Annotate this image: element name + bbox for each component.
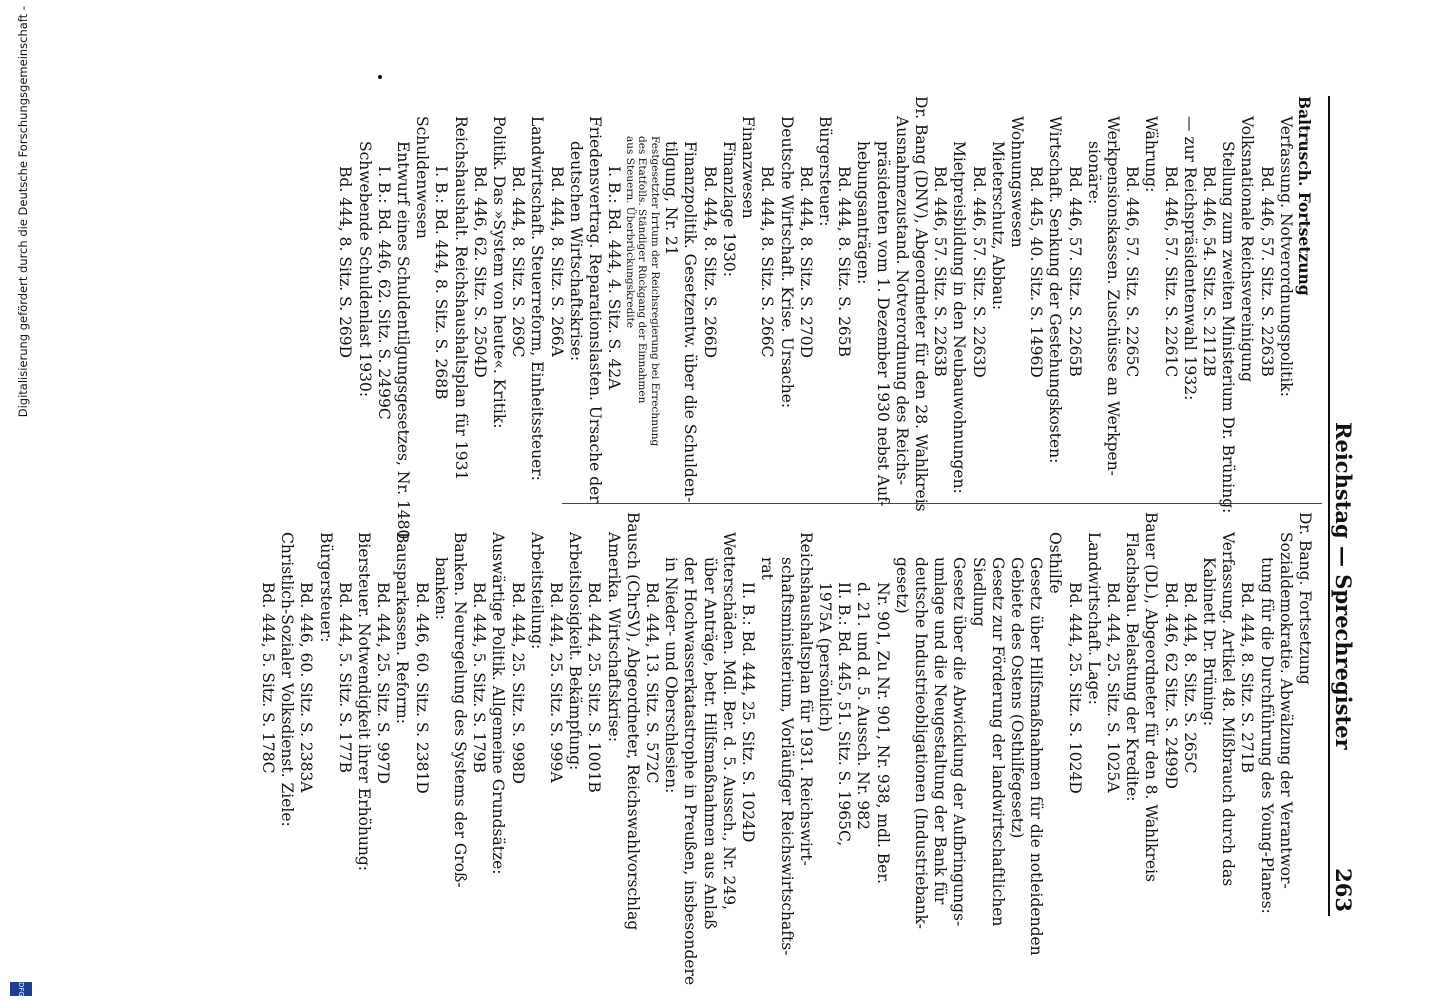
index-line: sionäre: — [1084, 141, 1103, 205]
index-line: Bd. 444, 25. Sitz. S. 1025A — [1103, 582, 1122, 793]
index-line: Deutsche Wirtschaft. Krise. Ursache: — [777, 116, 796, 409]
index-line: Bd. 446, 57. Sitz. S. 2263D — [969, 166, 988, 378]
index-line: Kabinett Dr. Brüning: — [1199, 557, 1218, 727]
index-line: Bausch (ChrSV), Abgeordneter, Reichswahlvorschlag — [623, 512, 642, 931]
index-line: Bürgersteuer: — [815, 116, 834, 227]
index-line: Biersteuer. Notwendigkeit ihrer Erhöhung: — [355, 532, 374, 872]
index-line: Wohnungswesen — [1007, 116, 1026, 248]
index-line: Werkpensionskassen. Zuschüsse an Werkpen- — [1103, 116, 1122, 476]
index-line: Bd. 446, 57. Sitz. S. 2261C — [1161, 166, 1180, 378]
index-line: I. B.: Bd. 446, 62. Sitz. S. 2499C — [374, 166, 393, 420]
index-line: Friedensvertrag. Reparationslasten. Ursache der — [586, 116, 605, 503]
index-line: Bd. 446, 62 Sitz. S. 2499D — [1161, 582, 1180, 789]
index-line: Finanzlage 1930: — [719, 141, 738, 277]
index-line: d. 21. und d. 5. Aussch. Nr. 982 — [854, 582, 873, 830]
index-line: Arbeitslosigkeit. Bekämpfung: — [566, 532, 585, 771]
index-line: Nr. 901, Zu Nr. 901, Nr. 938, mdl. Ber. — [873, 582, 892, 884]
index-line: Bd. 446, 60. Sitz. S. 2381D — [412, 582, 431, 794]
index-line: Finanzpolitik. Gesetzentw. über die Schulden- — [681, 141, 700, 503]
index-line: Bd. 446, 54. Sitz. S. 2112B — [1199, 166, 1218, 377]
index-line: Verfassung. Artikel 48. Mißbrauch durch das — [1219, 532, 1238, 887]
index-line: Bd. 444, 8. Sitz. S. 271B — [1238, 582, 1257, 774]
index-line: des Etatfolls. Ständiger Rückgang der Einnahmen — [636, 136, 649, 404]
index-line: Baltrusch. Fortsetzung — [1295, 96, 1314, 296]
index-line: Bd. 446, 57. Sitz. S. 2265B — [1065, 166, 1084, 377]
index-line: Gesetz über Hilfsmaßnahmen für die notleidenden — [1027, 557, 1046, 956]
index-line: Christlich-Sozialer Volksdienst. Ziele: — [278, 532, 297, 827]
index-line: Schuldenwesen — [413, 116, 432, 239]
column-divider — [562, 503, 1322, 504]
index-line: deutsche Industrieobligationen (Industriebank- — [911, 557, 930, 929]
index-line: Landwirtschaft. Steuerreform, Einheitssteuer: — [528, 116, 547, 481]
index-line: Bürgersteuer: — [316, 532, 335, 643]
index-line: Entwurf eines Schuldentilgungsgesetzes, Nr. 1480 — [394, 141, 413, 540]
index-line: Osthilfe — [1046, 532, 1065, 594]
index-line: 1975A (persönlich) — [815, 582, 834, 733]
index-line: Bd. 444, 8. Sitz. S. 269D — [336, 166, 355, 359]
index-line: Reichshaushalt. Reichshaushaltsplan für 1931 — [451, 116, 470, 481]
index-line: Bd. 444, 25. Sitz. S. 997D — [374, 582, 393, 784]
index-line: Bd. 444, 8. Sitz. S. 266C — [758, 166, 777, 358]
index-line: rat — [758, 557, 777, 580]
index-line: Finanzwesen — [739, 116, 758, 219]
index-line: I. B.: Bd. 444, 8. Sitz. S. 268B — [432, 166, 451, 400]
index-line: — zur Reichspräsidentenwahl 1932: — [1180, 116, 1199, 401]
index-line: Bausparkassen. Reform: — [393, 532, 412, 724]
index-line: Auswärtige Politik. Allgemeine Grundsätze: — [489, 532, 508, 875]
index-line: Bd. 444, 8. Sitz. S. 269C — [509, 166, 528, 358]
index-line: aus Steuern. Überbrückungskredite — [623, 136, 636, 329]
index-line: Bd. 446, 57. Sitz. S. 2265C — [1123, 166, 1142, 378]
index-line: Gebiete des Ostens (Osthilfegesetz) — [1007, 557, 1026, 839]
index-line: in Nieder- und Oberschlesien: — [662, 557, 681, 794]
index-line: Bd. 444, 13. Sitz. S. 572C — [643, 582, 662, 784]
index-line: tilgung, Nr. 21 — [662, 141, 681, 256]
index-line: Gesetz über die Abwicklung der Aufbringungs- — [950, 557, 969, 927]
running-title: Reichstag — Sprechregister — [1331, 422, 1356, 750]
index-line: Bauer (DL), Abgeordneter für den 8. Wahlkreis — [1142, 512, 1161, 882]
index-line: II. B.: Bd. 444, 25. Sitz. S. 1024D — [739, 582, 758, 843]
index-line: Festgesetzter Irrtum der Reichsregierung bei Errechnung — [649, 136, 662, 447]
index-line: Bd. 444, 25. Sitz. S. 1001B — [585, 582, 604, 793]
index-line: Bd. 444, 25. Sitz. S. 998D — [508, 582, 527, 784]
index-line: Bd. 444, 5. Sitz. S. 177B — [335, 582, 354, 774]
index-line: Siedlung — [969, 557, 988, 627]
index-line: I. B.: Bd. 444, 4. Sitz. S. 42A — [605, 166, 624, 390]
index-line: Bd. 446, 57. Sitz. S. 2263B — [1257, 166, 1276, 377]
index-line: Amerika. Wirtschaftskrise: — [604, 532, 623, 743]
stray-mark — [378, 75, 382, 79]
index-line: Währung: — [1142, 116, 1161, 193]
index-line: tung für die Durchführung des Young-Planes: — [1257, 557, 1276, 914]
index-line: Arbeitsteilung: — [527, 532, 546, 650]
index-line: Gesetz zur Förderung der landwirtschaftlichen — [988, 557, 1007, 927]
index-line: Schwebende Schuldenlast 1930: — [355, 141, 374, 398]
index-line: Bd. 446, 60. Sitz. S. 2383A — [297, 582, 316, 793]
index-line: Bd. 444, 5. Sitz. S. 179B — [470, 582, 489, 774]
index-line: präsidenten vom 1. Dezember 1930 nebst Auf- — [873, 141, 892, 507]
index-line: Bd. 445, 40. Sitz. S. 1496D — [1027, 166, 1046, 378]
index-line: Politik. Das »System von heute«. Kritik: — [490, 116, 509, 429]
index-line: banken: — [431, 557, 450, 620]
index-line: Bd. 446, 57. Sitz. S. 2263B — [931, 166, 950, 377]
index-line: schaftsministerium, Vorläufiger Reichswirtschafts- — [777, 557, 796, 956]
index-line: Mietpreisbildung in den Neubauwohnungen: — [950, 141, 969, 494]
index-line: Sozialdemokratie. Abwälzung der Verantwor- — [1276, 532, 1295, 889]
index-line: Ausnahmezustand. Notverordnung des Reichs- — [892, 116, 911, 486]
index-line: Bd. 444, 5. Sitz. S. 178C — [259, 582, 278, 774]
index-line: über Anträge, betr. Hilfsmaßnahmen aus Anlaß — [700, 557, 719, 930]
index-line: Bd. 444, 8. Sitz. S. 265B — [835, 166, 854, 358]
index-line: Wirtschaft. Senkung der Gestehungskosten: — [1046, 116, 1065, 464]
index-line: Bd. 444, 8. Sitz. S. 265C — [1180, 582, 1199, 774]
index-line: deutschen Wirtschaftskrise: — [566, 141, 585, 362]
index-line: der Hochwasserkatastrophe in Preußen, insbesondere — [681, 557, 700, 986]
index-line: Reichshaushaltsplan für 1931. Reichswirt- — [796, 532, 815, 866]
index-line: Volksnationale Reichsvereinigung — [1238, 116, 1257, 383]
index-line: Mieterschutz, Abbau: — [988, 141, 1007, 311]
index-line: Banken. Neuregelung des Systems der Groß- — [451, 532, 470, 888]
index-line: Flachsbau. Belastung der Kredite: — [1123, 532, 1142, 802]
digitization-sidebar — [6, 0, 36, 1000]
page-number: 263 — [1331, 868, 1356, 912]
index-line: Dr. Bang. Fortsetzung — [1296, 512, 1314, 685]
index-line: Bd. 446, 62. Sitz. S. 2504D — [470, 166, 489, 378]
index-line: Landwirtschaft. Lage: — [1084, 532, 1103, 705]
header-rule — [1328, 96, 1330, 916]
index-line: Bd. 444, 8. Sitz. S. 270D — [796, 166, 815, 359]
index-line: hebungsanträgen: — [854, 141, 873, 285]
left-column — [335, 96, 1314, 540]
index-line: Stellung zum zweiten Ministerium Dr. Brüning: — [1219, 141, 1238, 514]
index-line: II. B.: Bd. 445, 51. Sitz. S. 1965C, — [835, 582, 854, 847]
index-line: Bd. 444, 8. Sitz. S. 266D — [700, 166, 719, 359]
index-line: Wetterschäden. Mdl. Ber. d. 5. Aussch., Nr. 249, — [719, 532, 738, 911]
right-column — [258, 512, 1314, 986]
digitization-note: Digitalisierung gefördert durch die Deutsche Forschungsgemeinschaft - — [16, 6, 30, 418]
index-line: Bd. 444, 25. Sitz. S. 999A — [547, 582, 566, 783]
index-line: Bd. 444, 25. Sitz. S. 1024D — [1065, 582, 1084, 794]
index-line: Dr. Bang (DNV), Abgeordneter für den 28. Wahlkreis — [911, 96, 930, 512]
dfg-logo: DFG — [10, 982, 32, 996]
index-line: Bd. 444, 8. Sitz. S. 266A — [547, 166, 566, 357]
index-line: gesetz) — [892, 557, 911, 614]
index-line: umlage und die Neugestaltung der Bank für — [931, 557, 950, 905]
index-line: Verfassung. Notverordnungspolitik: — [1276, 116, 1295, 397]
